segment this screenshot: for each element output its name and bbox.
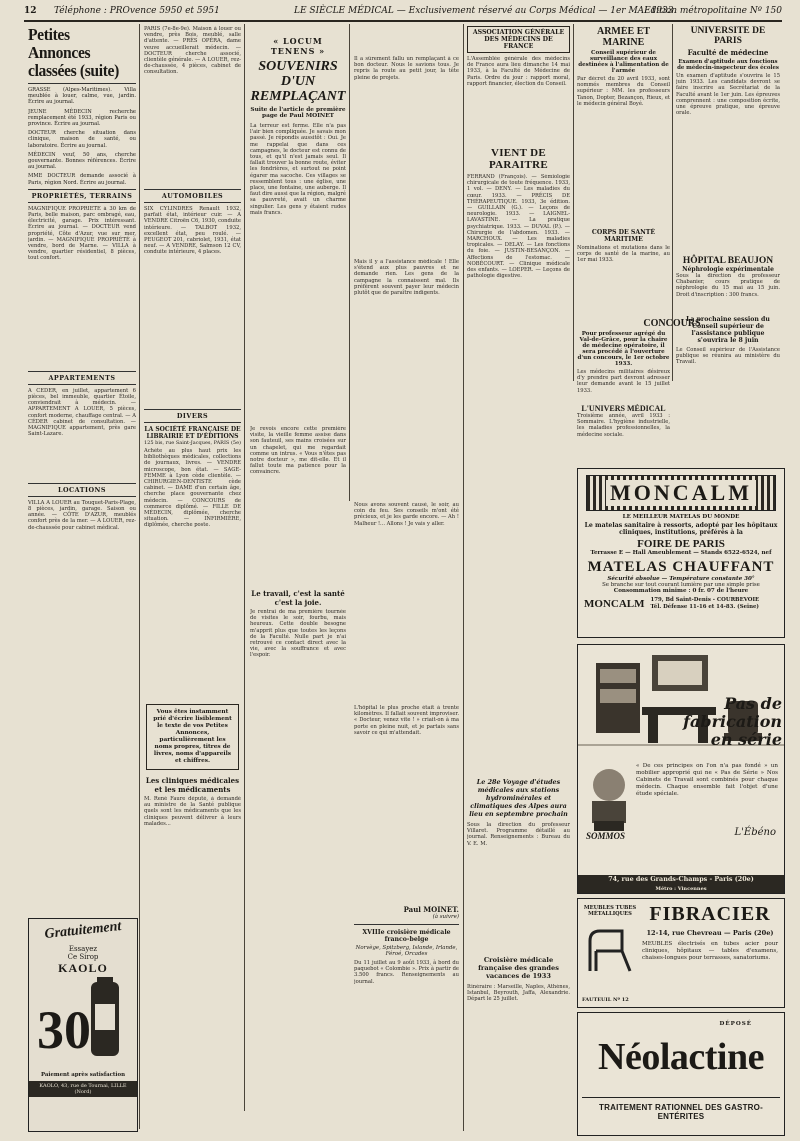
sommos-address: 74, rue des Grands-Champs - Paris (20e) xyxy=(608,875,754,883)
news-column-3 xyxy=(676,26,780,456)
edition-line: Edition métropolitaine Nº 150 xyxy=(644,6,782,16)
kaolo-headline: Gratuitement xyxy=(43,919,123,942)
page-number: 12 xyxy=(24,6,37,16)
armee-sub: Conseil supérieur de surveillance des eaux destinées à l'alimentation de l'armée xyxy=(578,50,669,74)
fibracier-address: 12-14, rue Chevreau — Paris (20e) xyxy=(646,929,774,937)
article-headline: SOUVENIRS D'UN REMPLAÇANT xyxy=(250,59,346,104)
sommos-signature: L'Ébéno xyxy=(734,827,776,838)
article-byline: Suite de l'article de première page de Paul MOINET xyxy=(250,107,346,119)
croisiere-franco-belge-title: XVIIIe croisière médicale franco-belge xyxy=(362,929,451,943)
session-title: La prochaine session du Conseil supérieur de l'assistance publique s'ouvrira le 8 juin xyxy=(686,316,770,344)
neolactine-ad xyxy=(577,1012,785,1136)
article-body-1: La terreur est ferme. Elle n'a pas l'air bien compliquée. Je savais mon passé. Je répondis aussitôt : Oui. Je me rappelai que dans ces campagnes, le docteur est connu de tous, et qu'il n'est jamais seul. Il fallait trouver la bonne route, éviter les fondrières, et surtout ne point égarer ma sacoche. Ces villages se ressemblent tous : une église, une place, une fontaine, une auberge. Il faut dire aussi que la région, malgré sa pauvreté, avait un charme singulier. Les gens y étaient rudes mais francs. xyxy=(250,123,346,216)
classified-ad: JEUNE MÉDECIN recherche remplacement été 1933, région Paris ou province. Écrire au journal. xyxy=(28,108,136,128)
kaolo-ad xyxy=(28,918,138,1132)
moncalm-footer xyxy=(584,597,778,610)
sommos-phone: Métro : Vincennes xyxy=(655,886,707,892)
kaolo-tag2: Ce Sirop xyxy=(67,953,99,961)
univers-text: Troisième année, avril 1933 : Sommaire. L'hygiène industrielle, les maladies professionnelles, la médecine sociale. xyxy=(577,413,670,438)
section-locations: LOCATIONS xyxy=(28,483,136,497)
column-rule xyxy=(463,24,464,1131)
univers-title: L'UNIVERS MÉDICAL xyxy=(581,404,666,413)
section-appartements: APPARTEMENTS xyxy=(28,371,136,385)
fibracier-body: MEUBLES électrisés en tubes acier pour cliniques, hôpitaux — tables d'examens, chaises-longues pour terrasses, sanatoriums. xyxy=(642,941,778,961)
croisiere-franco-belge-text: Du 11 juillet au 9 août 1933, à bord du paquebot « Colombie ». Prix à partir de 3.500 francs. Renseignements au journal. xyxy=(354,960,459,985)
kaolo-caption: Paiement après satisfaction xyxy=(41,1072,125,1078)
armee-title: ARMÉE ET MARINE xyxy=(596,26,651,48)
sommos-brand: SOMMOS xyxy=(586,831,626,841)
article-body-4: Il a sûrement fallu un remplaçant à ce bon docteur. Nous le savions tous. Je repris la route au petit jour, la tête pleine de projets. xyxy=(354,56,459,81)
association-text: L'Assemblée générale des médecins de France aura lieu dimanche 14 mai 1933, à la Faculté de Médecine de Paris. Ordre du jour : rapport moral, rapport financier, élection du Conseil. xyxy=(467,56,570,87)
section-proprietes: PROPRIÉTÉS, TERRAINS xyxy=(28,189,136,203)
concours-title: CONCOURS xyxy=(643,318,701,329)
universite-title: UNIVERSITÉ DE PARIS xyxy=(690,26,766,46)
moncalm-feat1: Sécurité absolue — Température constante 30° xyxy=(607,576,755,582)
hopital-title: HÔPITAL BEAUJON xyxy=(682,256,774,266)
hopital-sub: Néphrologie expérimentale xyxy=(682,266,774,273)
moncalm-phone: Tél. Défense 11-16 et 14-83. (Seine) xyxy=(650,603,759,610)
article-column-1 xyxy=(250,36,346,1126)
sommos-ad xyxy=(577,644,785,894)
sommos-body: « De ces principes on l'on n'a pas fondé » un mobilier approprié qui ne « Pas de Série » Nos Cabinets de Travail sont combinés pour chaque médecin. Chaque ensemble fait l'objet d'une étude spéciale. xyxy=(636,763,778,797)
article-signature-note: (à suivre) xyxy=(432,914,459,920)
corps-text: Nominations et mutations dans le corps de santé de la marine, au 1er mai 1933. xyxy=(577,245,670,264)
tubular-chair-illustration xyxy=(582,921,638,977)
session-text: Le Conseil supérieur de l'Assistance publique se réunira au ministère du Travail. xyxy=(676,347,780,366)
cliniques-title: Les cliniques médicales et les médicaments xyxy=(145,776,240,794)
locations-text: VILLA A LOUER au Touquet-Paris-Plage, 8 pièces, jardin, garage. Saison ou année. — CÔTE D'AZUR, meublés confort près de la mer. — A LOUER, rez-de-chaussée pour cabinet médical. xyxy=(28,499,136,531)
neolactine-brand: Néolactine xyxy=(598,1036,764,1078)
sommos-headline-2: fabrication en série xyxy=(683,712,782,749)
moncalm-address: 179, Bd Saint-Denis - COURBEVOIE xyxy=(650,597,760,603)
article-body-2: Je revois encore cette première visite, la vieille femme assise dans son fauteuil, ses mains croisées sur un chapelet, qui me regardait comme un intrus. « Vous n'êtes pas notre docteur », me dit-elle. Et il fallut toute ma patience pour la convaincre. xyxy=(250,426,346,476)
classified-ad: MÉDECIN veuf, 50 ans, cherche gouvernante. Bonnes références. Écrire au journal. xyxy=(28,151,136,171)
faculte-title: Faculté de médecine xyxy=(687,48,769,57)
notice-box: Vous êtes instamment prié d'écrire lisiblement le texte de vos Petites Annonces, particulièrement les noms propres, titres de livres, noms d'appareils et chiffres. xyxy=(146,704,239,770)
news-column-1 xyxy=(467,26,570,1126)
croisiere-text: Itinéraire : Marseille, Naples, Athènes, Istanbul, Beyrouth, Jaffa, Alexandrie. Départ le 25 juillet. xyxy=(467,984,570,1003)
corps-title: CORPS DE SANTÉ MARITIME xyxy=(591,229,656,243)
kaolo-illustration xyxy=(29,976,137,1072)
association-title: ASSOCIATION GÉNÉRALE DES MÉDECINS DE FRANCE xyxy=(467,26,570,53)
phone-line: Téléphone : PROvence 5950 et 5951 xyxy=(54,6,220,16)
article-body-3: Je rentrai de ma première tournée de visites le soir, fourbu, mais heureux. Cette double besogne m'apprit plus que toutes les leçons de la Faculté. Nulle part je n'ai retrouvé ce contact direct avec la vie, avec la souffrance et avec l'espoir. xyxy=(250,609,346,659)
kaolo-tag1: Essayez xyxy=(68,945,98,953)
sommos-footer xyxy=(578,875,784,893)
kaolo-maker: KAOLO, 43, rue de Tournai, LILLE (Nord) xyxy=(29,1081,137,1097)
moncalm-brand: MONCALM xyxy=(606,480,756,506)
hopital-text: Sous la direction du professeur Chabanier, cours pratique de néphrologie du 15 mai au 15 juin. Droit d'inscription : 300 francs. xyxy=(676,273,780,298)
header-rule xyxy=(24,20,782,22)
title-rule xyxy=(28,83,136,84)
column-rule xyxy=(139,24,140,1129)
article-subheading: Le travail, c'est la santé c'est la joie. xyxy=(251,589,345,607)
moncalm-stand: Terrasse E — Hall Ameublement — Stands 6522-6524, nef xyxy=(590,550,772,556)
concours-text: Les médecins militaires désireux d'y prendre part devront adresser leur demande avant le 15 juillet 1933. xyxy=(577,369,670,394)
cabinetmaker-portrait xyxy=(582,763,636,833)
moncalm-product: MATELAS CHAUFFANT xyxy=(587,559,775,575)
journal-line: LE SIÈCLE MÉDICAL — Exclusivement réservé au Corps Médical — 1er MAI 1933. xyxy=(294,6,677,16)
croisiere-title: Croisière médicale française des grandes vacances de 1933 xyxy=(478,956,559,980)
classified-ad: MME DOCTEUR demande associé à Paris, région Nord. Écrire au journal. xyxy=(28,173,136,186)
classifieds-title: Petites Annonces classées (suite) xyxy=(28,26,119,80)
sommos-headline-1: Pas de xyxy=(724,694,782,713)
article-column-2 xyxy=(354,56,459,1132)
article-kicker: « LOCUM TENENS » xyxy=(270,36,326,56)
classified-column-2 xyxy=(144,26,241,1131)
kaolo-price: 30 xyxy=(37,1000,91,1060)
voyage-title: Le 28e Voyage d'études médicales aux stations hydrominérales et climatiques des Alpes aura lieu en septembre prochain xyxy=(469,778,568,818)
column-rule xyxy=(573,24,574,381)
fibracier-model: FAUTEUIL Nº 12 xyxy=(582,997,629,1003)
fibracier-small: MEUBLES TUBES MÉTALLIQUES xyxy=(583,905,637,917)
moncalm-footer-brand: MONCALM xyxy=(584,597,645,610)
univers-block xyxy=(577,404,670,460)
article-body-6: Nous avons souvent causé, le soir, au coin du feu. Ses conseils m'ont été précieux, et je les garde encore. — Ah ! Malheur !... Allons ! Je vais y aller. xyxy=(354,502,459,527)
vient-text: FERRAND (François). — Sémiologie chirurgicale de toute fréquence. 1933, 1 vol. — DENY. — Les maladies du cœur. 1933. — PRÉCIS DE THÉRAPEUTIQUE. 1933, 3e édition. — GUILLAIN (G.). — Leçons de neurologie. 1933. — LAIGNEL-LAVASTINE. — La pratique psychiatrique. 1933. — DUVAL (P.). — Chirurgie de l'abdomen. 1933. — MARCHOUX. — Les maladies tropicales. — DELAY. — Les fonctions du foie. — JUSTIN-BESANÇON. — Affections de l'estomac. — NOBÉCOURT. — Clinique médicale des enfants. — LOEPER. — Leçons de pathologie digestive. xyxy=(467,174,570,280)
section-divers: DIVERS xyxy=(144,409,241,423)
appartements-text: A CÉDER, en juillet, appartement 6 pièces, bel immeuble, quartier Étoile, conviendrait à médecin. — APPARTEMENT A LOUER, 5 pièces, confort moderne, chauffage central. — A CÉDER cabinet de consultation. — MAGNIFIQUE appartement, près gare Saint-Lazare. xyxy=(28,387,136,438)
moncalm-banner xyxy=(586,475,776,511)
cliniques-text: M. René Faure député, à demandé au ministre de la Santé publique quels sont les médicaments que les cliniques peuvent délivrer à leurs malades... xyxy=(144,796,241,827)
moncalm-fair: FOIRE DE PARIS xyxy=(637,538,725,550)
automobiles-text: SIX CYLINDRES Renault 1932, parfait état, intérieur cuir. — A VENDRE Citroën C6, 1930, conduite intérieure. — TALBOT 1932, excellent état, peu roulé. — PEUGEOT 201, cabriolet, 1931, état neuf. — A VENDRE, Salmson 12 CV, conduite intérieure, 4 places. xyxy=(144,206,241,256)
moncalm-tag: LE MEILLEUR MATELAS DU MONDE xyxy=(622,514,740,520)
faculte-text: Un examen d'aptitude s'ouvrira le 15 juin 1933. Les candidats devront se faire inscrire au Secrétariat de la Faculté avant le 1er juin. Les épreuves comprennent : une composition écrite, une épreuve pratique, une épreuve orale. xyxy=(676,73,780,117)
fibracier-ad xyxy=(577,898,785,1008)
classified-ad: DOCTEUR cherche situation dans clinique, maison de santé, ou laboratoire. Écrire au journal. xyxy=(28,130,136,149)
proprietes-text: MAGNIFIQUE PROPRIÉTÉ à 30 km de Paris, belle maison, parc ombragé, eau, électricité, garage. Prix intéressant. Écrire au journal. — DOCTEUR vend propriété, Côte d'Azur, vue sur mer, jardin. — MAGNIFIQUE PROPRIÉTÉ à vendre, bord de Marne. — VILLA à vendre, quartier résidentiel, 8 pièces, tout confort. xyxy=(28,205,136,262)
divers-head: LA SOCIÉTÉ FRANÇAISE DE LIBRAIRIE ET D'ÉDITIONS xyxy=(144,426,241,440)
article-signature: Paul MOINET. xyxy=(403,905,459,914)
page-header xyxy=(24,4,782,18)
sommos-headline xyxy=(678,695,782,749)
moncalm-line1: Le matelas sanitaire à ressorts, adopté par les hôpitaux cliniques, institutions, préférés à la xyxy=(584,522,778,536)
article-end-rule xyxy=(354,924,459,925)
neolactine-small: DÉPOSÉ xyxy=(719,1021,752,1027)
divers-sub: 125 bis, rue Saint-Jacques, PARIS (5e) xyxy=(144,440,241,446)
column-rule xyxy=(349,24,350,501)
neolactine-rule xyxy=(582,1097,780,1098)
article-body-7: L'hôpital le plus proche était à trente kilomètres. Il fallait souvent improviser. « Docteur, venez vite ! » criait-on à ma porte en pleine nuit, et je partais sans savoir ce qui m'attendait. xyxy=(354,705,459,736)
croisiere-franco-belge-sub: Norvège, Spitzberg, Islande, Irlande, Féroé, Orcades xyxy=(355,945,458,957)
kaolo-brand: KAOLO xyxy=(58,961,108,975)
voyage-text: Sous la direction du professeur Villaret. Programme détaillé au journal. Renseignements : Bureau du V. E. M. xyxy=(467,822,570,847)
divers-text: Achète au plus haut prix les bibliothèques médicales, collections de journaux, livres. — VENDRE microscope, bon état. — SAGE-FEMME à Lyon cède clientèle. — CHIRURGIEN-DENTISTE cède cabinet. — DAME d'un certain âge, cherche place gouvernante chez médecin. — CONCOURS de commerce diplômé. — FILLE DE MÉDECIN, diplômée, cherche situation. — INFIRMIÈRE, diplômée, cherche poste. xyxy=(144,448,241,529)
article-body-5: Mais il y a l'assistance médicale ! Elle s'étend aux plus pauvres et ne demande rien. Les gens de la campagne la connaissent mal. Ils préfèrent souvent payer leur médecin plutôt que de paraître indigents. xyxy=(354,259,459,297)
column-rule xyxy=(244,24,245,1111)
faculte-sub: Examen d'aptitude aux fonctions de médecin-inspecteur des écoles xyxy=(677,59,779,71)
section-automobiles: AUTOMOBILES xyxy=(144,189,241,203)
moncalm-feat3: Consommation minime : 0 fr. 07 de l'heure xyxy=(613,588,749,594)
concours-sub: Pour professeur agrégé du Val-de-Grâce, pour la chaire de médecine opératoire, il sera procédé à l'ouverture d'un concours, le 1er octobre 1933. xyxy=(577,331,670,367)
armee-text: Par décret du 20 avril 1933, sont nommés membres du Conseil supérieur : MM. les professeurs Tanon, Dopter, Bezançon, Rieux, et le médecin général Boyé. xyxy=(577,76,670,107)
intro-ads xyxy=(28,87,136,186)
classified-ad: GRASSE (Alpes-Maritimes). Villa meublée à louer, calme, vue, jardin. Écrire au journal. xyxy=(28,87,136,106)
moncalm-feat2: Se branche sur tout courant lumière par une simple prise xyxy=(602,582,760,588)
moncalm-ad xyxy=(577,468,785,638)
fibracier-brand: FIBRACIER xyxy=(649,903,771,925)
neolactine-tagline: TRAITEMENT RATIONNEL DES GASTRO-ENTÉRITES xyxy=(599,1103,763,1121)
vient-title: VIENT DE PARAITRE xyxy=(488,147,549,171)
col2-ads-top: PARIS (7e-8e-9e). Maison à louer ou vendre, près Bois, meublé, salle d'attente. — PRÈS OPÉRA, dame veuve accueillerait médecin. — DOCTEUR cherche associé, clientèle générale. — A LOUER, rez-de-chaussée, 4 pièces, cabinet de consultation. xyxy=(144,26,241,76)
